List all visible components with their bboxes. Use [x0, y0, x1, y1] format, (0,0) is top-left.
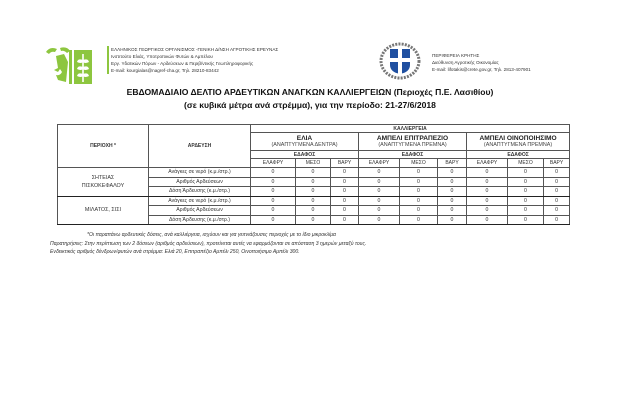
soil-header: ΕΔΑΦΟΣ: [467, 151, 570, 159]
right-organization-info: [432, 52, 531, 73]
value-cell: 0: [467, 187, 508, 197]
value-cell: 0: [508, 196, 544, 206]
face-wheat-logo-icon: [40, 42, 96, 86]
value-cell: 0: [400, 177, 438, 187]
soil-type-header: ΒΑΡΥ: [544, 159, 570, 168]
value-cell: 0: [438, 187, 467, 197]
value-cell: 0: [296, 215, 331, 225]
value-cell: 0: [544, 196, 570, 206]
value-cell: 0: [544, 215, 570, 225]
value-cell: 0: [251, 206, 296, 216]
value-cell: 0: [331, 168, 359, 178]
area-name-line1: ΜΙΛΑΤΟΣ, ΣΙΣΙ: [84, 207, 122, 214]
crop-name: ΑΜΠΕΛΙ ΕΠΙΤΡΑΠΕΖΙΟ: [376, 135, 449, 142]
value-cell: 0: [544, 177, 570, 187]
irrigation-metric-label: Δόση Άρδευσης (κ.μ./στρ.): [149, 215, 251, 225]
table-row: [58, 196, 570, 206]
value-cell: 0: [508, 177, 544, 187]
value-cell: 0: [438, 177, 467, 187]
value-cell: 0: [331, 187, 359, 197]
org-name: ΕΛΛΗΝΙΚΟΣ ΓΕΩΡΓΙΚΟΣ ΟΡΓΑΝΙΣΜΟΣ -ΓΕΝΙΚΗ Δ/ΝΣΗ ΑΓΡΟΤΙΚΗΣ ΕΡΕΥΝΑΣ: [111, 47, 279, 52]
irrigation-table: [57, 124, 570, 225]
value-cell: 0: [331, 196, 359, 206]
directorate-name: Διεύθυνση Αγροτικής Οικονομίας: [432, 60, 499, 65]
irrigation-metric-label: Αριθμός Αρδεύσεων: [149, 206, 251, 216]
greek-emblem: [378, 41, 422, 81]
elgo-logo: [40, 42, 96, 86]
region-name: ΠΕΡΙΦΕΡΕΙΑ ΚΡΗΤΗΣ: [432, 53, 480, 58]
value-cell: 0: [438, 215, 467, 225]
soil-type-header: ΕΛΑΦΡΥ: [251, 159, 296, 168]
value-cell: 0: [359, 196, 400, 206]
irrigation-metric-label: Ανάγκες σε νερό (κ.μ./στρ.): [149, 168, 251, 178]
soil-header: ΕΔΑΦΟΣ: [251, 151, 359, 159]
value-cell: 0: [508, 206, 544, 216]
cultivation-header: ΚΑΛΛΙΕΡΓΕΙΑ: [251, 125, 570, 133]
value-cell: 0: [467, 196, 508, 206]
crop-name: ΕΛΙΑ: [296, 135, 313, 142]
soil-type-header: ΜΕΣΟ: [508, 159, 544, 168]
institute-name: Ινστιτούτο Ελιάς, Υποτροπικών Φυτών & Αμπέλου: [111, 54, 213, 59]
value-cell: 0: [359, 215, 400, 225]
footnotes: [50, 231, 366, 257]
crop-subtitle: (ΑΝΑΠΤΥΓΜΕΝΑ ΔΕΝΤΡΑ): [271, 142, 338, 148]
left-organization-info: [111, 46, 278, 74]
value-cell: 0: [438, 206, 467, 216]
soil-type-header: ΜΕΣΟ: [400, 159, 438, 168]
area-cell: [58, 196, 149, 225]
value-cell: 0: [296, 177, 331, 187]
crop-subtitle: (ΑΝΑΠΤΥΓΜΕΝΑ ΠΡΕΜΝΑ): [378, 142, 447, 148]
value-cell: 0: [400, 206, 438, 216]
area-cell: [58, 168, 149, 197]
soil-type-header: ΕΛΑΦΡΥ: [359, 159, 400, 168]
value-cell: 0: [467, 215, 508, 225]
area-name-line1: ΣΗΤΕΙΑΣ: [91, 174, 115, 181]
area-name-line2: ΠΙΣΚΟΚΕΦΑΛΟΥ: [81, 182, 125, 189]
crop-name: ΑΜΠΕΛΙ ΟΙΝΟΠΟΙΗΣΙΜΟ: [479, 135, 557, 142]
soil-type-header: ΕΛΑΦΡΥ: [467, 159, 508, 168]
value-cell: 0: [296, 187, 331, 197]
value-cell: 0: [359, 206, 400, 216]
value-cell: 0: [544, 206, 570, 216]
footnote-microclimate: *Οι παραπάνω αρδευτικές δόσεις, ανά καλλιέργεια, ισχύουν και για γειτνιάζουσες περιοχές με το ίδιο μικροκλίμα: [87, 232, 336, 238]
irrigation-metric-label: Ανάγκες σε νερό (κ.μ./στρ.): [149, 196, 251, 206]
lab-name: Εργ. Υδατικών Πόρων - Αρδεύσεων & Περιβ/ντικής Γεωπληροφορικής: [111, 61, 254, 66]
irrigation-metric-label: Αριθμός Αρδεύσεων: [149, 177, 251, 187]
soil-type-header: ΒΑΡΥ: [438, 159, 467, 168]
value-cell: 0: [296, 168, 331, 178]
value-cell: 0: [544, 187, 570, 197]
value-cell: 0: [400, 196, 438, 206]
soil-type-header: ΒΑΡΥ: [331, 159, 359, 168]
value-cell: 0: [331, 177, 359, 187]
value-cell: 0: [251, 215, 296, 225]
value-cell: 0: [400, 168, 438, 178]
value-cell: 0: [400, 215, 438, 225]
value-cell: 0: [251, 168, 296, 178]
value-cell: 0: [251, 177, 296, 187]
value-cell: 0: [251, 196, 296, 206]
value-cell: 0: [508, 215, 544, 225]
accent-bar: [107, 46, 109, 74]
irrigation-column-header: ΑΡΔΕΥΣΗ: [149, 125, 251, 168]
contact-info: E-mail: lifotakis@crete.gov.gr, Τηλ. 2813-407901: [432, 67, 531, 72]
crop-subtitle: (ΑΝΑΠΤΥΓΜΕΝΑ ΠΡΕΜΝΑ): [483, 142, 553, 148]
value-cell: 0: [296, 206, 331, 216]
value-cell: 0: [467, 206, 508, 216]
crop-header-olive: [251, 133, 359, 151]
value-cell: 0: [331, 206, 359, 216]
document-subtitle: (σε κυβικά μέτρα ανά στρέμμα), για την περίοδο: 21-27/6/2018: [184, 100, 436, 110]
value-cell: 0: [467, 177, 508, 187]
document-title: ΕΒΔΟΜΑΔΙΑΙΟ ΔΕΛΤΙΟ ΑΡΔΕΥΤΙΚΩΝ ΑΝΑΓΚΩΝ ΚΑΛΛΙΕΡΓΕΙΩΝ (Περιοχές Π.Ε. Λασιθίου): [126, 87, 494, 97]
coat-of-arms-icon: [378, 41, 422, 81]
value-cell: 0: [508, 187, 544, 197]
value-cell: 0: [508, 168, 544, 178]
value-cell: 0: [438, 196, 467, 206]
irrigation-metric-label: Δόση Άρδευσης (κ.μ./στρ.): [149, 187, 251, 197]
value-cell: 0: [438, 168, 467, 178]
value-cell: 0: [359, 177, 400, 187]
crop-header-wine-grape: [467, 133, 570, 151]
value-cell: 0: [544, 168, 570, 178]
value-cell: 0: [331, 215, 359, 225]
area-column-header: ΠΕΡΙΟΧΗ *: [58, 125, 149, 168]
footnote-plant-density: Ενδεικτικός αριθμός δένδρων/φυτών ανά στρέμμα: Ελιά 20, Επιτραπέζιο Αμπέλι 250, Οινοποιήσιμο Αμπέλι 300.: [50, 249, 300, 256]
value-cell: 0: [400, 187, 438, 197]
crop-header-table-grape: [359, 133, 467, 151]
contact-info: E-mail: kourgialas@nagref-cha.gr, Τηλ. 28210-83442: [111, 68, 219, 73]
value-cell: 0: [467, 168, 508, 178]
soil-type-header: ΜΕΣΟ: [296, 159, 331, 168]
table-row: [58, 168, 570, 178]
footnote-remarks: Παρατηρήσεις: Στην περίπτωση των 2 δόσεων (αριθμός αρδεύσεων), προτείνεται αυτές να εφαρμόζονται σε απόσταση 3 ημερών μεταξύ τους.: [50, 240, 367, 247]
value-cell: 0: [296, 196, 331, 206]
value-cell: 0: [359, 168, 400, 178]
soil-header: ΕΔΑΦΟΣ: [359, 151, 467, 159]
value-cell: 0: [251, 187, 296, 197]
value-cell: 0: [359, 187, 400, 197]
